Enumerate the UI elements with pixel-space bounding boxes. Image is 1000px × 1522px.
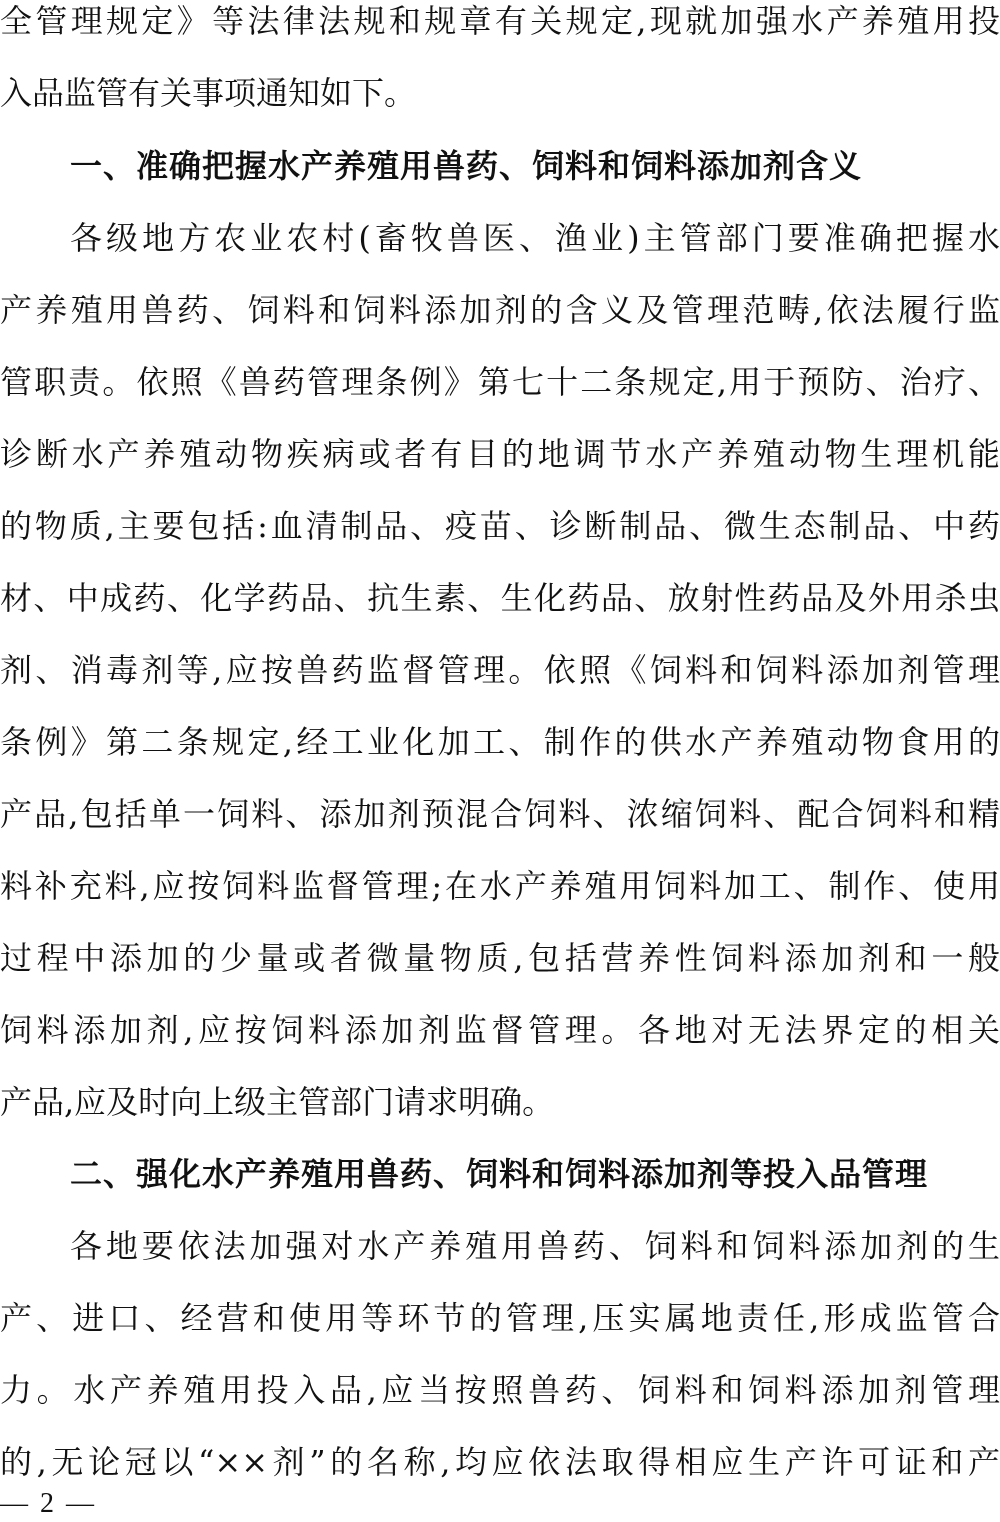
section-heading-1: 一、准确把握水产养殖用兽药、饲料和饲料添加剂含义 [70, 147, 863, 185]
body-line-9: 材、中成药、化学药品、抗生素、生化药品、放射性药品及外用杀虫 [0, 579, 1000, 617]
body-line-8: 的物质,主要包括:血清制品、疫苗、诊断制品、微生态制品、中药 [0, 507, 1000, 545]
body-line-12: 产品,包括单一饲料、添加剂预混合饲料、浓缩饲料、配合饲料和精 [0, 795, 1000, 833]
body-line-1: 全管理规定》等法律法规和规章有关规定,现就加强水产养殖用投 [0, 2, 1000, 40]
footer-dash-left: — [0, 1488, 28, 1519]
body-line-21: 的,无论冠以“××剂”的名称,均应依法取得相应生产许可证和产 [0, 1443, 1000, 1481]
body-line-4: 各级地方农业农村(畜牧兽医、渔业)主管部门要准确把握水 [70, 219, 1000, 257]
body-line-15: 饲料添加剂,应按饲料添加剂监督管理。各地对无法界定的相关 [0, 1011, 1000, 1049]
footer-dash-right: — [66, 1488, 94, 1519]
page-number: 2 [40, 1488, 54, 1519]
body-line-16: 产品,应及时向上级主管部门请求明确。 [0, 1083, 555, 1121]
body-line-14: 过程中添加的少量或者微量物质,包括营养性饲料添加剂和一般 [0, 939, 1000, 977]
body-line-19: 产、进口、经营和使用等环节的管理,压实属地责任,形成监管合 [0, 1299, 1000, 1337]
body-line-18: 各地要依法加强对水产养殖用兽药、饲料和饲料添加剂的生 [70, 1227, 1000, 1265]
body-line-7: 诊断水产养殖动物疾病或者有目的地调节水产养殖动物生理机能 [0, 435, 1000, 473]
body-line-10: 剂、消毒剂等,应按兽药监督管理。依照《饲料和饲料添加剂管理 [0, 651, 1000, 689]
page-footer [0, 1486, 94, 1522]
body-line-11: 条例》第二条规定,经工业化加工、制作的供水产养殖动物食用的 [0, 723, 1000, 761]
body-line-6: 管职责。依照《兽药管理条例》第七十二条规定,用于预防、治疗、 [0, 363, 1000, 401]
body-line-20: 力。水产养殖用投入品,应当按照兽药、饲料和饲料添加剂管理 [0, 1371, 1000, 1409]
section-heading-2: 二、强化水产养殖用兽药、饲料和饲料添加剂等投入品管理 [70, 1155, 929, 1193]
body-line-13: 料补充料,应按饲料监督管理;在水产养殖用饲料加工、制作、使用 [0, 867, 1000, 905]
body-line-5: 产养殖用兽药、饲料和饲料添加剂的含义及管理范畴,依法履行监 [0, 291, 1000, 329]
body-line-2: 入品监管有关事项通知如下。 [0, 74, 417, 112]
